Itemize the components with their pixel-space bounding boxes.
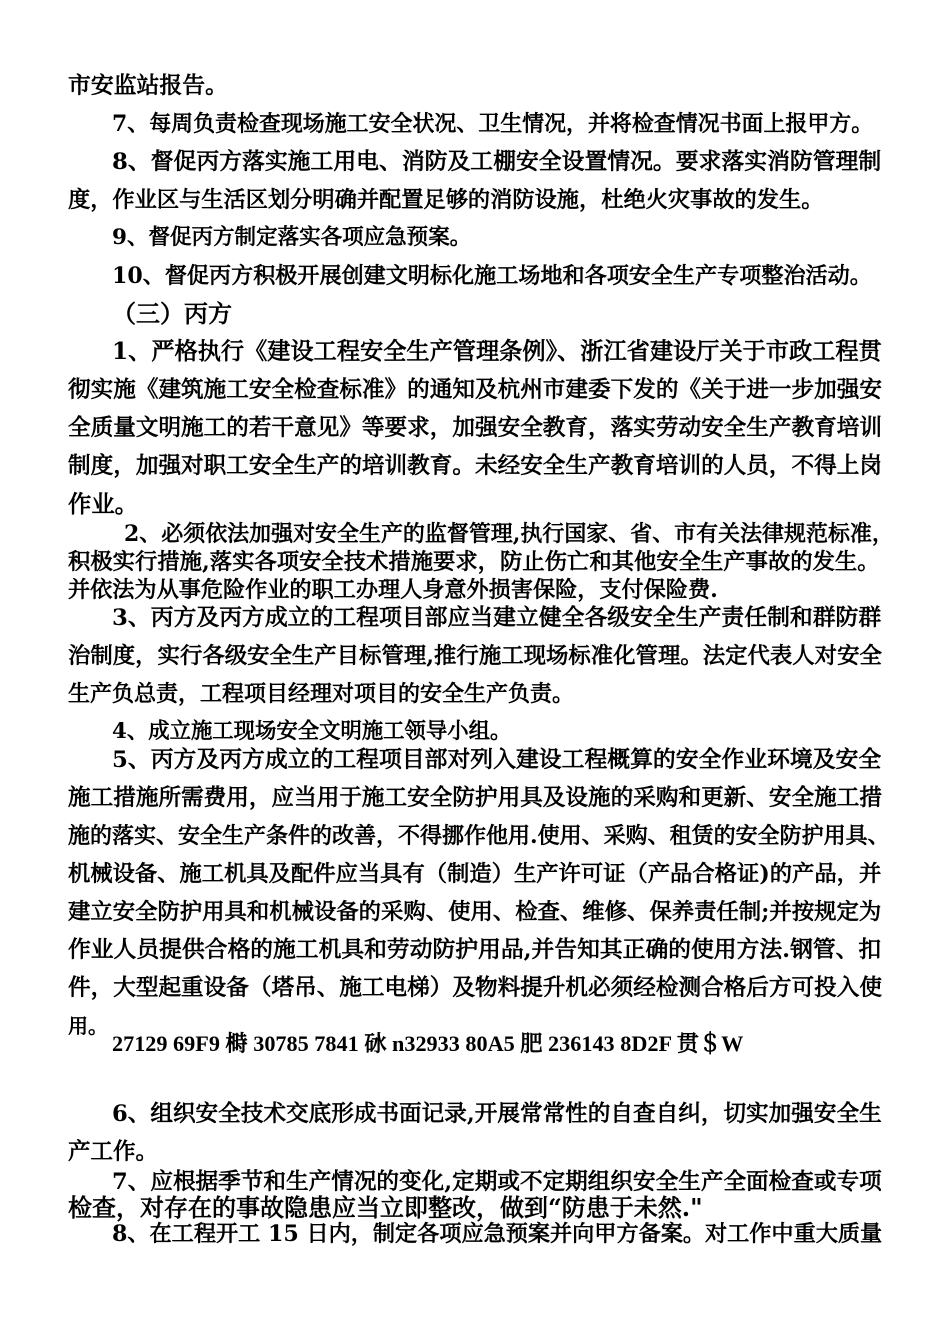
section-heading: （三）丙方 <box>112 299 232 328</box>
text-line: 件，大型起重设备（塔吊、施工电梯）及物料提升机必须经检测合格后方可投入使 <box>68 975 882 1001</box>
garbled-code-line: 27129 69F9 榯 30785 7841 砅 n32933 80A5 肥 236143 8D2F 贯＄W <box>112 1031 744 1056</box>
text-line: 并依法为从事危险作业的职工办理人身意外损害保险，支付保险费. <box>68 577 718 603</box>
text-line: 施工措施所需费用，应当用于施工安全防护用具及设施的采购和更新、安全施工措 <box>68 785 882 811</box>
text-line: 产工作。 <box>68 1139 159 1165</box>
text-line: 机械设备、施工机具及配件应当具有（制造）生产许可证（产品合格证)的产品，并 <box>68 861 882 887</box>
text-line: 施的落实、安全生产条件的改善，不得挪作他用.使用、采购、租赁的安全防护用具、 <box>68 823 890 849</box>
text-line: 3、丙方及丙方成立的工程项目部应当建立健全各级安全生产责任制和群防群 <box>112 605 882 631</box>
text-line: 作业。 <box>68 490 138 518</box>
text-line: 治制度，实行各级安全生产目标管理,推行施工现场标准化管理。法定代表人对安全 <box>68 643 882 669</box>
text-line: 度，作业区与生活区划分明确并配置足够的消防设施，杜绝火灾事故的发生。 <box>68 187 824 213</box>
text-line: 2、必须依法加强对安全生产的监督管理,执行国家、省、市有关法律规范标准， <box>124 521 894 547</box>
text-line: 制度，加强对职工安全生产的培训教育。未经安全生产教育培训的人员，不得上岗 <box>68 453 882 479</box>
text-line: 4、成立施工现场安全文明施工领导小组。 <box>112 719 512 744</box>
text-line: 6、组织安全技术交底形成书面记录,开展常常性的自查自纠，切实加强安全生 <box>112 1101 882 1127</box>
text-line: 市安监站报告。 <box>68 73 228 99</box>
text-line: 积极实行措施,落实各项安全技术措施要求，防止伤亡和其他安全生产事故的发生。 <box>68 549 880 575</box>
text-line: 8、在工程开工 15 日内，制定各项应急预案并向甲方备案。对工作中重大质量 <box>112 1221 883 1247</box>
text-line: 用。 <box>68 1014 108 1038</box>
text-line: 全质量文明施工的若干意见》等要求，加强安全教育，落实劳动安全生产教育培训 <box>68 415 882 441</box>
text-line: 彻实施《建筑施工安全检查标准》的通知及杭州市建委下发的《关于进一步加强安 <box>68 377 882 403</box>
text-line: 7、每周负责检查现场施工安全状况、卫生情况，并将检查情况书面上报甲方。 <box>112 111 874 137</box>
text-line: 7、应根据季节和生产情况的变化,定期或不定期组织安全生产全面检查或专项 <box>112 1169 882 1195</box>
text-line: 9、督促丙方制定落实各项应急预案。 <box>112 225 472 250</box>
text-line: 建立安全防护用具和机械设备的采购、使用、检查、维修、保养责任制;并按规定为 <box>68 899 882 925</box>
text-line: 生产负总责，工程项目经理对项目的安全生产负责。 <box>68 681 575 707</box>
text-line: 8、督促丙方落实施工用电、消防及工棚安全设置情况。要求落实消防管理制 <box>112 149 882 175</box>
text-line: 检查，对存在的事故隐患应当立即整改，做到“防患于未然." <box>68 1193 703 1222</box>
text-line: 10、督促丙方积极开展创建文明标化施工场地和各项安全生产专项整治活动。 <box>112 263 872 289</box>
text-line: 5、丙方及丙方成立的工程项目部对列入建设工程概算的安全作业环境及安全 <box>112 747 882 773</box>
text-line: 作业人员提供合格的施工机具和劳动防护用品,并告知其正确的使用方法.钢管、扣 <box>68 937 882 963</box>
text-line: 1、严格执行《建设工程安全生产管理条例》、浙江省建设厅关于市政工程贯 <box>112 338 882 365</box>
